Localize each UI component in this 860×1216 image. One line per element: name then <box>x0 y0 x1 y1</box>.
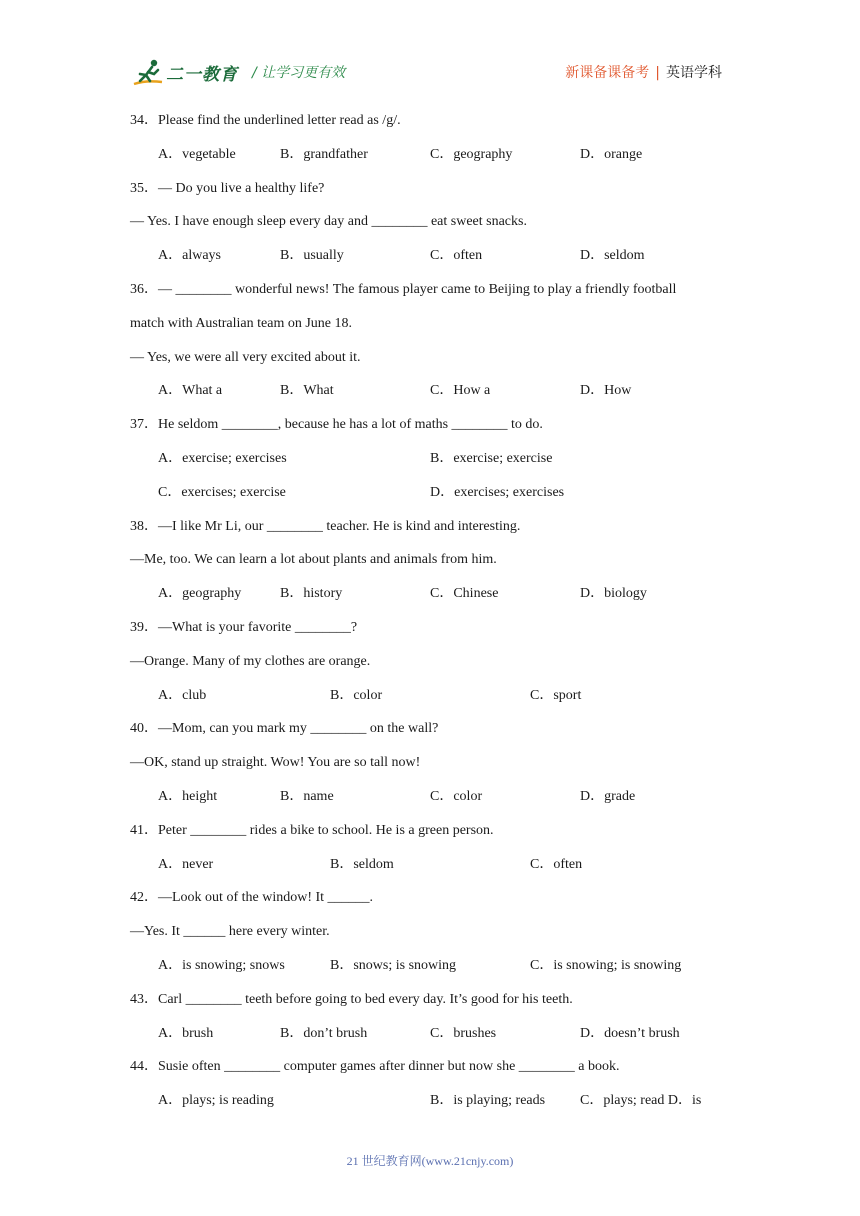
header-subject <box>565 62 722 82</box>
option[interactable]: A．brush <box>158 1025 214 1041</box>
options-row <box>130 476 730 510</box>
question-stem: 38．—I like Mr Li, our ________ teacher. He is kind and interesting. <box>130 518 521 534</box>
option[interactable]: B．name <box>280 788 334 804</box>
question-dialogue-line: —Yes. It ______ here every winter. <box>130 924 330 940</box>
question-stem: 43．Carl ________ teeth before going to bed every day. It’s good for his teeth. <box>130 991 573 1007</box>
option[interactable]: C．often <box>530 856 583 872</box>
options-row <box>130 679 730 713</box>
option[interactable]: A．What a <box>158 383 223 399</box>
header-separator: | <box>655 65 660 81</box>
option[interactable]: B．grandfather <box>280 146 368 162</box>
logo-text: 二一教育 <box>166 65 238 85</box>
option[interactable]: C．is snowing; is snowing <box>530 957 682 973</box>
question-list <box>130 104 730 1118</box>
question-stem: 37．He seldom ________, because he has a lot of maths ________ to do. <box>130 417 543 433</box>
option[interactable]: C．exercises; exercise <box>158 484 286 500</box>
option[interactable]: B．history <box>280 586 343 602</box>
option[interactable]: B．seldom <box>330 856 394 872</box>
option[interactable]: B．usually <box>280 248 344 264</box>
option[interactable]: B．don’t brush <box>280 1025 368 1041</box>
header-tagline: 新课备课备考 <box>565 65 650 81</box>
option[interactable]: B．color <box>330 687 383 703</box>
option[interactable]: D．seldom <box>580 248 645 264</box>
page-header <box>0 0 860 100</box>
question-stem: 40．—Mom, can you mark my ________ on the wall? <box>130 721 439 737</box>
options-row <box>130 239 730 273</box>
option[interactable]: C．often <box>430 248 483 264</box>
options-row <box>130 1084 730 1118</box>
question-stem: 42．—Look out of the window! It ______. <box>130 890 374 906</box>
question-stem: 41．Peter ________ rides a bike to school. He is a green person. <box>130 822 494 838</box>
question-stem: 35．— Do you live a healthy life? <box>130 180 325 196</box>
option[interactable]: C．geography <box>430 146 513 162</box>
option[interactable]: C．color <box>430 788 483 804</box>
slogan: / 让学习更有效 <box>252 65 346 81</box>
option[interactable]: D．How <box>580 383 632 399</box>
question-dialogue-line: — Yes, we were all very excited about it. <box>130 349 361 365</box>
options-row <box>130 138 730 172</box>
option[interactable]: A．always <box>158 248 221 264</box>
question-dialogue-line: match with Australian team on June 18. <box>130 315 353 331</box>
option[interactable]: C．How a <box>430 383 491 399</box>
question-dialogue-line: — Yes. I have enough sleep every day and ________ eat sweet snacks. <box>130 214 527 230</box>
option[interactable]: D．biology <box>580 586 647 602</box>
option[interactable]: A．never <box>158 856 214 872</box>
option[interactable]: A．exercise; exercises <box>158 450 287 466</box>
runner-logo-icon <box>132 58 166 88</box>
option[interactable]: B．is playing; reads <box>430 1093 546 1109</box>
question-stem: 36．— ________ wonderful news! The famous player came to Beijing to play a friendly football <box>130 281 677 297</box>
option[interactable]: D．orange <box>580 146 643 162</box>
option[interactable]: A．vegetable <box>158 146 236 162</box>
question-stem: 34．Please find the underlined letter read as /g/. <box>130 113 401 128</box>
option[interactable]: B．exercise; exercise <box>430 450 553 466</box>
options-row <box>130 949 730 983</box>
option[interactable]: D．exercises; exercises <box>430 484 565 500</box>
option[interactable]: D．grade <box>580 788 636 804</box>
options-row <box>130 577 730 611</box>
options-row <box>130 848 730 882</box>
question-dialogue-line: —OK, stand up straight. Wow! You are so tall now! <box>130 755 421 771</box>
option[interactable]: B．What <box>280 383 334 399</box>
question-stem: 39．—What is your favorite ________? <box>130 619 358 635</box>
header-subject-label: 英语学科 <box>666 65 722 81</box>
question-stem: 44．Susie often ________ computer games after dinner but now she ________ a book. <box>130 1059 620 1075</box>
option[interactable]: A．plays; is reading <box>158 1093 274 1109</box>
option[interactable]: A．height <box>158 788 218 804</box>
option[interactable]: C．plays; read D．is <box>580 1093 702 1109</box>
question-dialogue-line: —Me, too. We can learn a lot about plants and animals from him. <box>130 552 497 568</box>
page-footer: 21 世纪教育网(www.21cnjy.com) <box>346 1154 514 1168</box>
option[interactable]: C．Chinese <box>430 586 499 602</box>
options-row <box>130 1017 730 1051</box>
option[interactable]: A．club <box>158 687 207 703</box>
options-row <box>130 374 730 408</box>
option[interactable]: A．is snowing; snows <box>158 957 285 973</box>
option[interactable]: B．snows; is snowing <box>330 957 457 973</box>
option[interactable]: C．sport <box>530 687 582 703</box>
options-row <box>130 442 730 476</box>
options-row <box>130 780 730 814</box>
question-dialogue-line: —Orange. Many of my clothes are orange. <box>130 653 371 669</box>
option[interactable]: D．doesn’t brush <box>580 1025 680 1041</box>
logo <box>132 58 240 88</box>
option[interactable]: A．geography <box>158 586 242 602</box>
option[interactable]: C．brushes <box>430 1025 497 1041</box>
